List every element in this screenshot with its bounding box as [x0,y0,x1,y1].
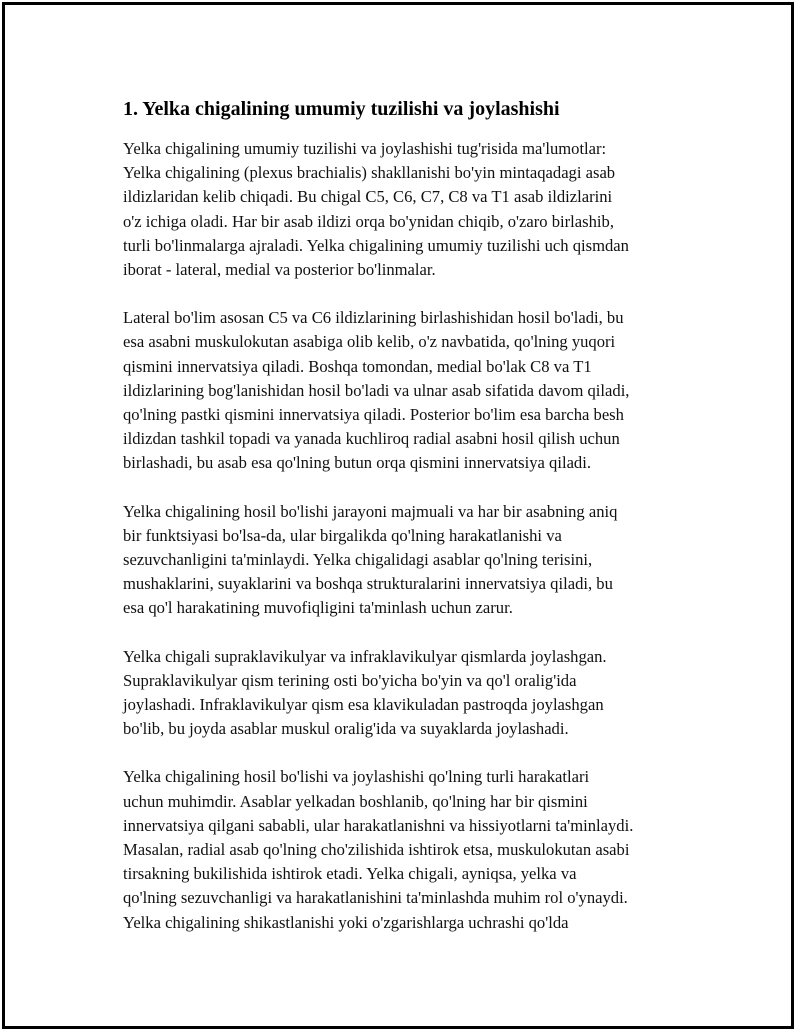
text-line: birlashadi, bu asab esa qo'lning butun orqa qismini innervatsiya qiladi. [123,453,591,473]
text-line: esa qo'l harakatining muvofiqligini ta'minlash uchun zarur. [123,598,513,618]
text-line: ildizdan tashkil topadi va yanada kuchliroq radial asabni hosil qilish uchun [123,429,620,449]
text-line: uchun muhimdir. Asablar yelkadan boshlanib, qo'lning har bir qismini [123,791,588,811]
document-content [123,95,693,959]
text-line: tirsakning bukilishida ishtirok etadi. Yelka chigali, ayniqsa, yelka va [123,864,577,884]
text-line: o'z ichiga oladi. Har bir asab ildizi orqa bo'ynidan chiqib, o'zaro birlashib, [123,211,614,231]
text-line: qo'lning sezuvchanligi va harakatlanishini ta'minlashda muhim rol o'ynaydi. [123,888,628,908]
text-line: turli bo'linmalarga ajraladi. Yelka chigalining umumiy tuzilishi uch qismdan [123,235,629,255]
text-line: Yelka chigalining hosil bo'lishi va joylashishi qo'lning turli harakatlari [123,767,590,787]
text-line: Yelka chigalining umumiy tuzilishi va joylashishi tug'risida ma'lumotlar: [123,139,607,158]
text-line: Yelka chigalining hosil bo'lishi jarayoni majmuali va har bir asabning aniq [123,501,618,521]
text-line: Yelka chigalining (plexus brachialis) shakllanishi bo'yin mintaqadagi asab [123,163,616,183]
paragraph [123,500,693,621]
text-line: innervatsiya qilgani sababli, ular harakatlanishni va hissiyotlarni ta'minlaydi. [123,815,634,835]
text-line: Masalan, radial asab qo'lning cho'zilishida ishtirok etsa, muskulokutan asabi [123,840,630,860]
paragraph [123,765,693,934]
text-line: joylashadi. Infraklavikulyar qism esa klavikuladan pastroqda joylashgan [123,695,604,715]
page-frame [2,2,794,1029]
paragraph [123,306,693,475]
text-line: iborat - lateral, medial va posterior bo'linmalar. [123,260,436,280]
text-line: ildizlarining bog'lanishidan hosil bo'ladi va ulnar asab sifatida davom qiladi, [123,380,630,400]
text-line: Lateral bo'lim asosan C5 va C6 ildizlarining birlashishidan hosil bo'ladi, bu [123,308,624,328]
text-line: qismini innervatsiya qiladi. Boshqa tomondan, medial bo'lak C8 va T1 [123,356,592,376]
text-line: Yelka chigalining shikastlanishi yoki o'zgarishlarga uchrashi qo'lda [123,912,569,932]
paragraph [123,645,693,742]
section-heading: 1. Yelka chigalining umumiy tuzilishi va joylashishi [123,98,560,120]
text-line: sezuvchanligini ta'minlaydi. Yelka chigalidagi asablar qo'lning terisini, [123,550,593,570]
text-line: mushaklarini, suyaklarini va boshqa strukturalarini innervatsiya qiladi, bu [123,574,613,594]
text-line: ildizlaridan kelib chiqadi. Bu chigal C5, C6, C7, C8 va T1 asab ildizlarini [123,187,613,207]
text-line: Supraklavikulyar qism terining osti bo'yicha bo'yin va qo'l oralig'ida [123,670,577,690]
text-line: esa asabni muskulokutan asabiga olib kelib, o'z navbatida, qo'lning yuqori [123,332,616,352]
paragraph [123,137,693,282]
text-line: qo'lning pastki qismini innervatsiya qiladi. Posterior bo'lim esa barcha besh [123,405,624,425]
text-line: Yelka chigali supraklavikulyar va infraklavikulyar qismlarda joylashgan. [123,646,607,666]
text-line: bo'lib, bu joyda asablar muskul oralig'ida va suyaklarda joylashadi. [123,719,569,739]
text-line: bir funktsiyasi bo'lsa-da, ular birgalikda qo'lning harakatlanishi va [123,525,562,545]
